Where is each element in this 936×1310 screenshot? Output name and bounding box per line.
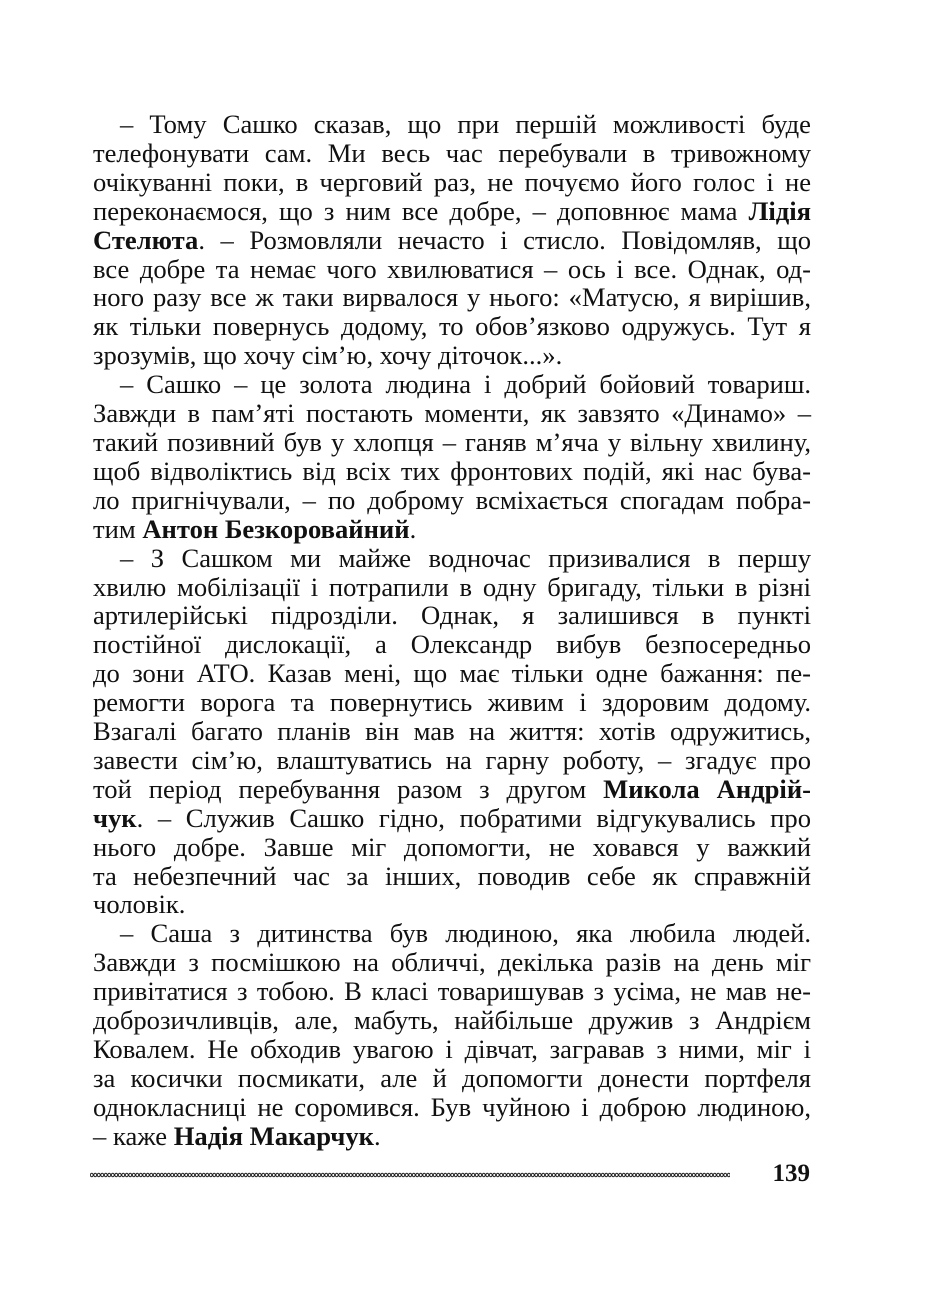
text-line: [93, 1006, 811, 1035]
text-line: [93, 168, 811, 197]
text-line: [93, 890, 811, 919]
text-line: [93, 573, 811, 602]
text-segment: хвилю мобілізації і потрапили в одну бригаду, тільки в різні: [93, 571, 811, 602]
person-name: Стелюта: [93, 224, 199, 255]
text-segment: . – Розмовляли нечасто і стисло. Повідомляв, що: [198, 224, 811, 255]
text-line: [93, 341, 811, 370]
text-line: [93, 862, 811, 891]
text-segment: ремогти ворога та повернутись живим і здоровим додому.: [93, 687, 811, 718]
text-line: [93, 948, 811, 977]
text-line: [93, 312, 811, 341]
text-line: [93, 688, 811, 717]
text-line: [93, 804, 811, 833]
paragraph: [93, 110, 811, 370]
text-segment: Завжди в пам’яті постають моменти, як завзято «Динамо» –: [93, 398, 811, 429]
text-segment: Завжди з посмішкою на обличчі, декілька разів на день міг: [93, 947, 811, 978]
text-line: [93, 283, 811, 312]
text-segment: – Сашко – це золота людина і добрий бойовий товариш.: [120, 369, 811, 400]
text-line: [93, 1035, 811, 1064]
text-segment: нього добре. Завше міг допомогти, не ховався у важкий: [93, 831, 811, 862]
text-line: [93, 457, 811, 486]
text-segment: артилерійські підрозділи. Однак, я залишився в пункті: [93, 600, 811, 631]
text-segment: до зони АТО. Казав мені, що має тільки одне бажання: пе-: [93, 658, 811, 689]
text-line: [93, 370, 811, 399]
text-line: [93, 746, 811, 775]
text-line: [93, 1122, 811, 1151]
person-name: Антон Безкоровайний: [142, 513, 410, 544]
text-segment: – З Сашком ми майже водночас призивалися в першу: [120, 542, 811, 573]
text-segment: як тільки повернусь додому, то обов’язково одружусь. Тут я: [93, 311, 811, 342]
text-segment: все добре та немає чого хвилюватися – ось і все. Однак, од-: [93, 253, 811, 284]
text-segment: телефонувати сам. Ми весь час перебували в тривожному: [93, 137, 811, 168]
text-segment: постійної дислокації, а Олександр вибув безпосередньо: [93, 629, 811, 660]
text-line: [93, 1064, 811, 1093]
text-line: [93, 919, 811, 948]
text-line: [93, 110, 811, 139]
text-segment: очікуванні поки, в черговий раз, не почуємо його голос і не: [93, 166, 811, 197]
text-segment: . – Служив Сашко гідно, побратими відгукувались про: [136, 802, 811, 833]
text-line: [93, 255, 811, 284]
text-line: [93, 601, 811, 630]
paragraph: [93, 919, 811, 1150]
text-line: [93, 1093, 811, 1122]
text-segment: ло пригнічували, – по доброму всміхається спогадам побра-: [93, 484, 811, 515]
text-line: [93, 515, 811, 544]
text-line: [93, 775, 811, 804]
text-segment: – Саша з дитинства був людиною, яка любила людей.: [120, 918, 811, 949]
decorative-footer-rule: [90, 1168, 730, 1182]
text-line: [93, 197, 811, 226]
text-line: [93, 139, 811, 168]
text-segment: Взагалі багато планів він мав на життя: хотів одружитись,: [93, 716, 811, 747]
text-line: [93, 428, 811, 457]
body-text: [93, 110, 811, 1151]
text-segment: завести сім’ю, влаштуватись на гарну роботу, – згадує про: [93, 744, 811, 775]
text-segment: зрозумів, що хочу сім’ю, хочу діточок...».: [93, 340, 563, 371]
text-segment: щоб відволіктись від всіх тих фронтових подій, які нас бува-: [93, 455, 811, 486]
wave-ornament-icon: [90, 1168, 730, 1182]
text-segment: однокласниці не соромився. Був чуйною і доброю людиною,: [93, 1091, 811, 1122]
text-line: [93, 717, 811, 746]
text-segment: .: [373, 1120, 381, 1151]
text-segment: та небезпечний час за інших, поводив себе як справжній: [93, 860, 811, 891]
text-line: [93, 399, 811, 428]
person-name: чук: [93, 802, 137, 833]
person-name: Надія Макарчук: [173, 1120, 374, 1151]
text-segment: – каже: [93, 1120, 174, 1151]
text-segment: за косички посмикати, але й допомогти донести портфеля: [93, 1062, 811, 1093]
text-line: [93, 833, 811, 862]
text-segment: переконаємося, що з ним все добре, – доповнює мама: [93, 195, 749, 226]
text-segment: – Тому Сашко сказав, що при першій можливості буде: [120, 109, 811, 139]
text-segment: такий позивний був у хлопця – ганяв м’яча у вільну хвилину,: [93, 426, 811, 457]
text-line: [93, 544, 811, 573]
text-line: [93, 659, 811, 688]
page-number: 139: [772, 1160, 810, 1187]
text-line: [93, 977, 811, 1006]
text-segment: доброзичливців, але, мабуть, найбільше дружив з Андрієм: [93, 1005, 811, 1036]
person-name: Микола Андрій-: [603, 773, 812, 804]
paragraph: [93, 544, 811, 920]
text-line: [93, 226, 811, 255]
text-line: [93, 486, 811, 515]
paragraph: [93, 370, 811, 543]
text-segment: ного разу все ж таки вирвалося у нього: «Матусю, я вирішив,: [93, 282, 811, 313]
person-name: Лідія: [748, 195, 811, 226]
text-segment: чоловік.: [93, 889, 186, 920]
text-segment: Ковалем. Не обходив увагою і дівчат, загравав з ними, міг і: [93, 1034, 811, 1064]
text-segment: привітатися з тобою. В класі товаришував з усіма, не мав не-: [93, 976, 811, 1007]
text-line: [93, 630, 811, 659]
text-segment: той період перебування разом з другом: [93, 773, 604, 804]
text-segment: .: [409, 513, 417, 544]
text-segment: тим: [93, 513, 143, 544]
